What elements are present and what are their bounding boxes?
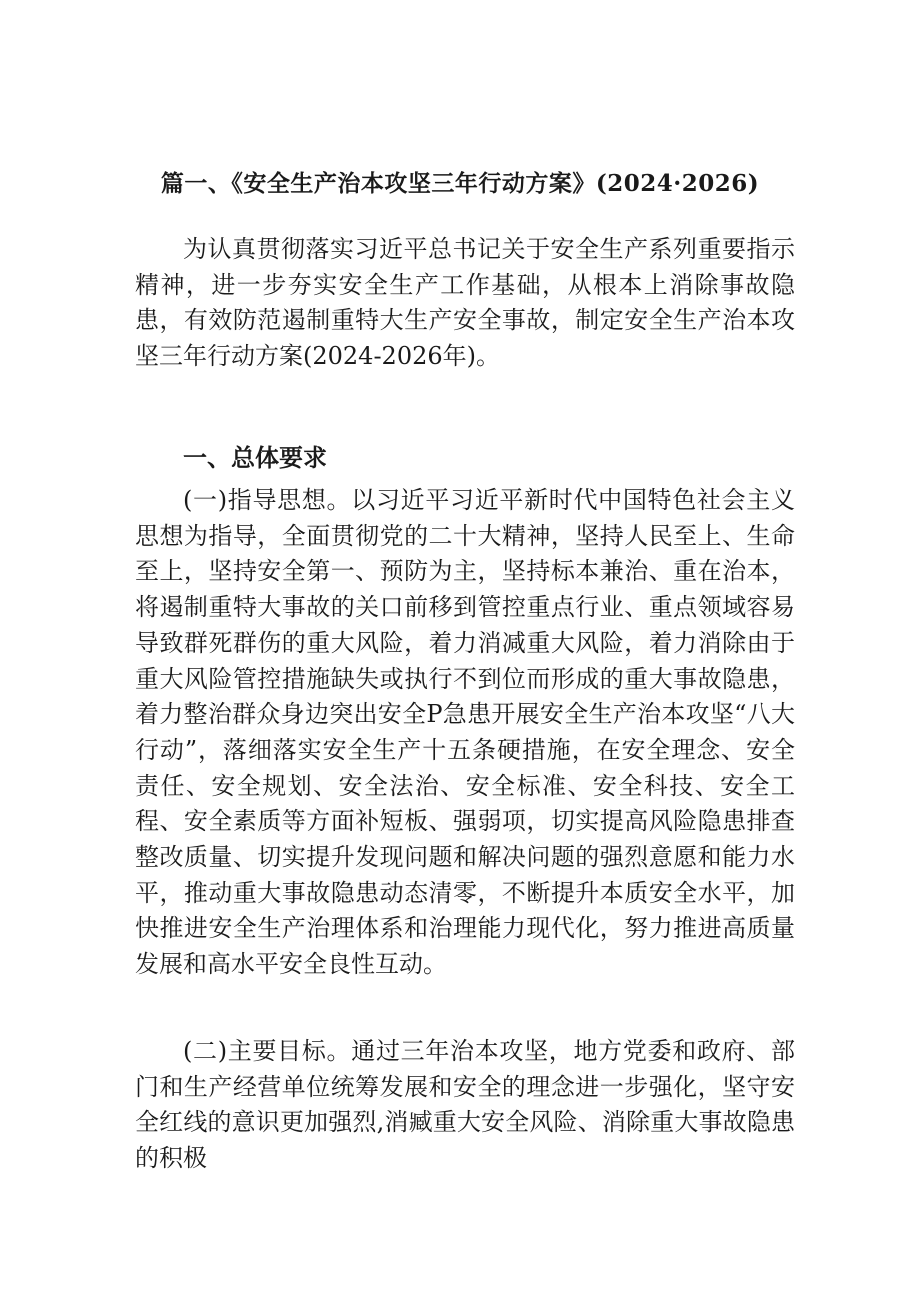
- document-title: 篇一、《安全生产治本攻坚三年行动方案》(2024·2026): [160, 170, 760, 197]
- guiding-thought-block: [135, 483, 795, 983]
- main-goals-paragraph: (二)主要目标。通过三年治本攻坚，地方党委和政府、部门和生产经营单位统筹发展和安全的理念进一步强化，坚守安全红线的意识更加强烈,消臧重大安全风险、消除重大事故隐患的积极: [135, 1037, 795, 1173]
- main-goals-block: [135, 1034, 795, 1177]
- section-heading: 一、总体要求: [183, 443, 327, 472]
- guiding-thought-paragraph: (一)指导思想。以习近平习近平新时代中国特色社会主义思想为指导，全面贯彻党的二十大精神，坚持人民至上、生命至上，坚持安全第一、预防为主，坚持标本兼治、重在治本，将遏制重特大事故的关口前移到管控重点行业、重点领域容易导致群死群伤的重大风险，着力消减重大风险，着力消除由于重大风险管控措施缺失或执行不到位而形成的重大事故隐患，着力整治群众身边突出安全P急患开展安全生产治本攻坚“八大行动”，落细落实安全生产十五条硬措施，在安全理念、安全责任、安全规划、安全法治、安全标准、安全科技、安全工程、安全素质等方面补短板、强弱项，切实提高风险隐患排查整改质量、切实提升发现问题和解决问题的强烈意愿和能力水平，推动重大事故隐患动态清零，不断提升本质安全水平，加快推进安全生产治理体系和治理能力现代化，努力推进高质量发展和高水平安全良性互动。: [135, 486, 795, 979]
- intro-paragraph: 为认真贯彻落实习近平总书记关于安全生产系列重要指示精神，进一步夯实安全生产工作基础，从根本上消除事故隐患，有效防范遏制重特大生产安全事故，制定安全生产治本攻坚三年行动方案(2024-2026年)。: [135, 235, 795, 371]
- intro-paragraph-block: [135, 232, 795, 375]
